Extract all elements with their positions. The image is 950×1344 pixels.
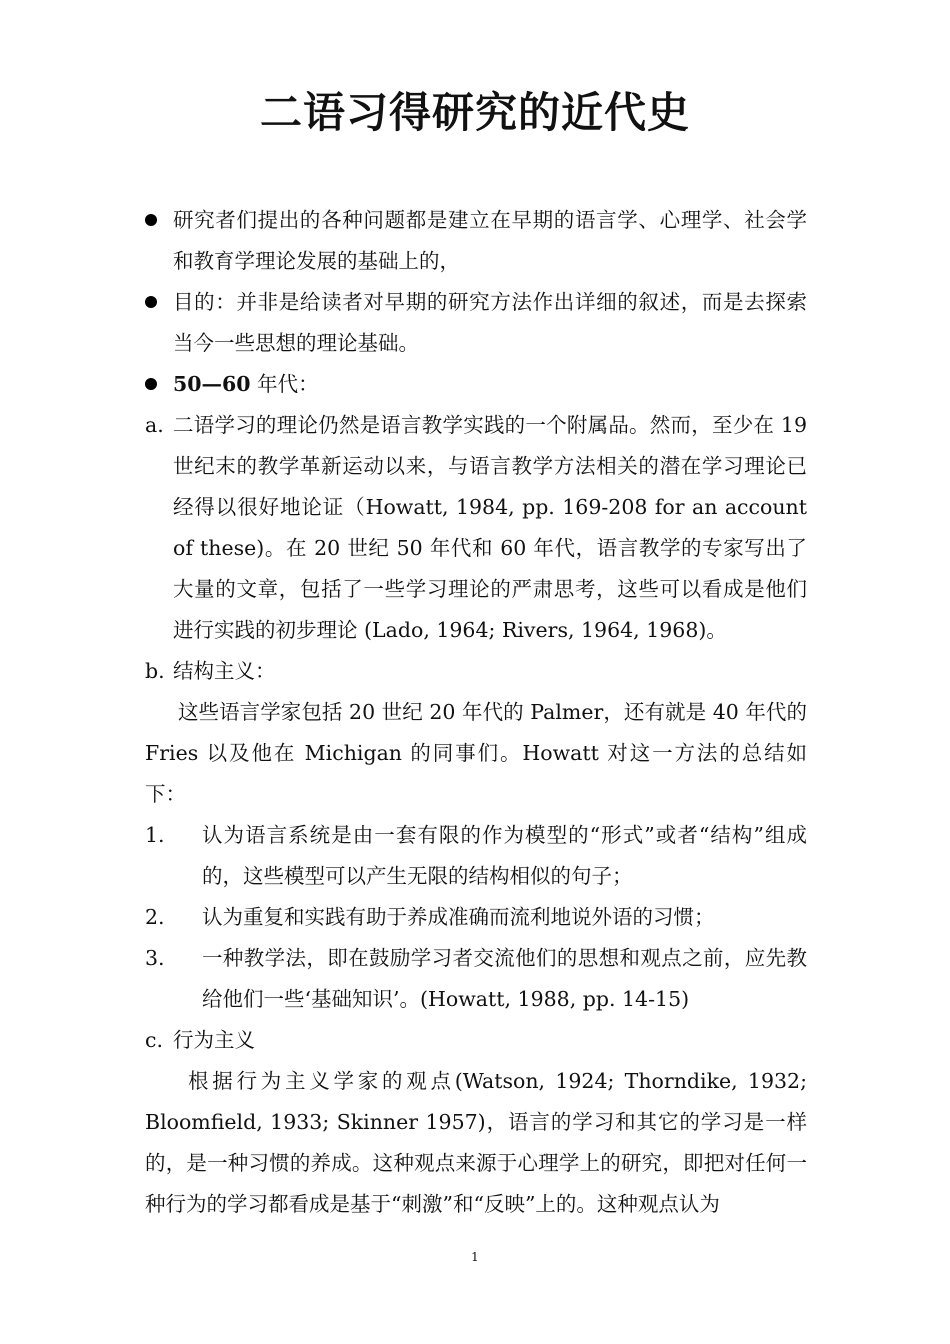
section-c-heading [145,1020,807,1061]
document-body [145,200,807,1225]
bullet-item [145,282,807,364]
item-text: 认为语言系统是由一套有限的作为模型的“形式”或者“结构”组成的，这些模型可以产生无限的结构相似的句子； [202,823,807,888]
page-title: 二语习得研究的近代史 [259,88,690,137]
section-a [145,405,807,651]
bullet-dot-icon [145,296,157,308]
bullet-item [145,200,807,282]
numbered-item [145,815,807,897]
section-c-title: 行为主义 [173,1028,255,1052]
section-b-marker: b. [145,659,165,683]
bullet-item [145,364,807,405]
bullet-text: 目的：并非是给读者对早期的研究方法作出详细的叙述，而是去探索当今一些思想的理论基础。 [173,290,807,355]
section-c-text: 根据行为主义学家的观点(Watson, 1924; Thorndike, 1932; Bloomfield, 1933; Skinner 1957)，语言的学习和其它的学习是一样的，是一种习惯的养成。这种观点来源于心理学上的研究，即把对任何一种行为的学习都看成是基于“刺激”和“反映”上的。这种观点认为 [145,1069,807,1216]
item-text: 一种教学法，即在鼓励学习者交流他们的思想和观点之前，应先教给他们一些‘基础知识’。(Howatt, 1988, pp. 14-15) [202,946,807,1011]
section-b-intro: 这些语言学家包括 20 世纪 20 年代的 Palmer，还有就是 40 年代的 Fries 以及他在 Michigan 的同事们。Howatt 对这一方法的总结如下： [145,700,807,806]
bullet-text: 年代： [250,372,319,396]
section-a-text: 二语学习的理论仍然是语言教学实践的一个附属品。然而，至少在 19 世纪末的教学革新运动以来，与语言教学方法相关的潜在学习理论已经得以很好地论证（Howatt, 1984, pp. 169-208 for an account of these)。在 20 世纪 50 年代和 60 年代，语言教学的专家写出了大量的文章，包括了一些学习理论的严肃思考，这些可以看成是他们进行实践的初步理论 (Lado, 1964; Rivers, 1964, 1968)。 [173,413,807,642]
page-number: 1 [471,1250,479,1264]
section-b-heading [145,651,807,692]
bullet-dot-icon [145,214,157,226]
item-text: 认为重复和实践有助于养成准确而流利地说外语的习惯； [202,905,715,929]
bullet-text: 研究者们提出的各种问题都是建立在早期的语言学、心理学、社会学和教育学理论发展的基础上的， [173,208,807,273]
item-number: 2. [145,905,165,929]
numbered-item [145,897,807,938]
bullet-dot-icon [145,378,157,390]
numbered-item [145,938,807,1020]
section-b-title: 结构主义： [173,659,276,683]
item-number: 1. [145,823,165,847]
bullet-bold-text: 50—60 [173,372,251,396]
section-c-marker: c. [145,1028,163,1052]
section-a-marker: a. [145,413,164,437]
item-number: 3. [145,946,165,970]
